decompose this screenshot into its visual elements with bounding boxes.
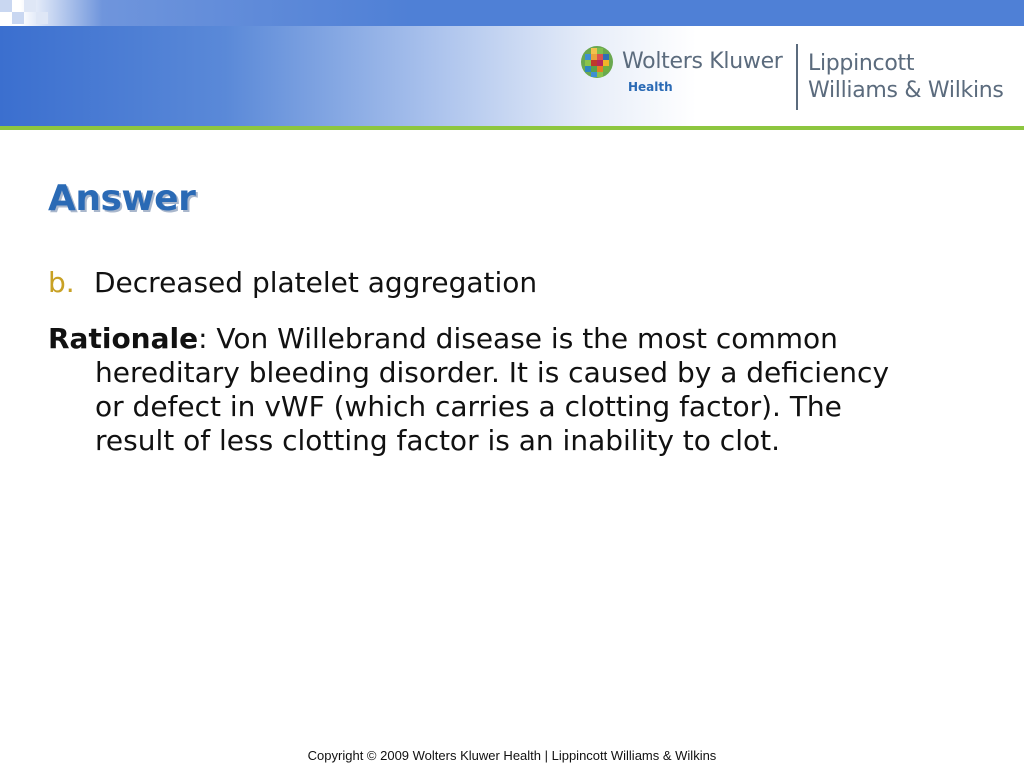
header-decorative-squares [0,0,60,26]
logo-divider [796,44,798,110]
rationale-line1-text: : Von Willebrand disease is the most common [198,322,838,355]
wolters-kluwer-wordmark: Wolters Kluwer [622,49,783,74]
health-subtitle: Health [628,80,673,94]
lippincott-line1: Lippincott [808,51,915,76]
answer-text: Decreased platelet aggregation [94,266,538,299]
header-green-rule [0,126,1024,130]
rationale-label: Rationale [48,322,199,355]
rationale-line-2: hereditary bleeding disorder. It is caused by a deficiency [95,356,890,389]
slide-title: Answer [48,178,196,219]
lippincott-line2: Williams & Wilkins [808,78,1004,103]
rationale-paragraph [48,322,998,458]
header-top-bar [0,0,1024,26]
answer-letter: b. [48,266,75,299]
rationale-line-4: result of less clotting factor is an inability to clot. [95,424,780,457]
copyright-footer: Copyright © 2009 Wolters Kluwer Health | Lippincott Williams & Wilkins [307,748,717,763]
rationale-line-1 [48,322,998,356]
rationale-line-3: or defect in vWF (which carries a clotting factor). The [95,390,842,423]
globe-logo-icon [580,45,614,79]
lippincott-logo [808,50,1004,104]
